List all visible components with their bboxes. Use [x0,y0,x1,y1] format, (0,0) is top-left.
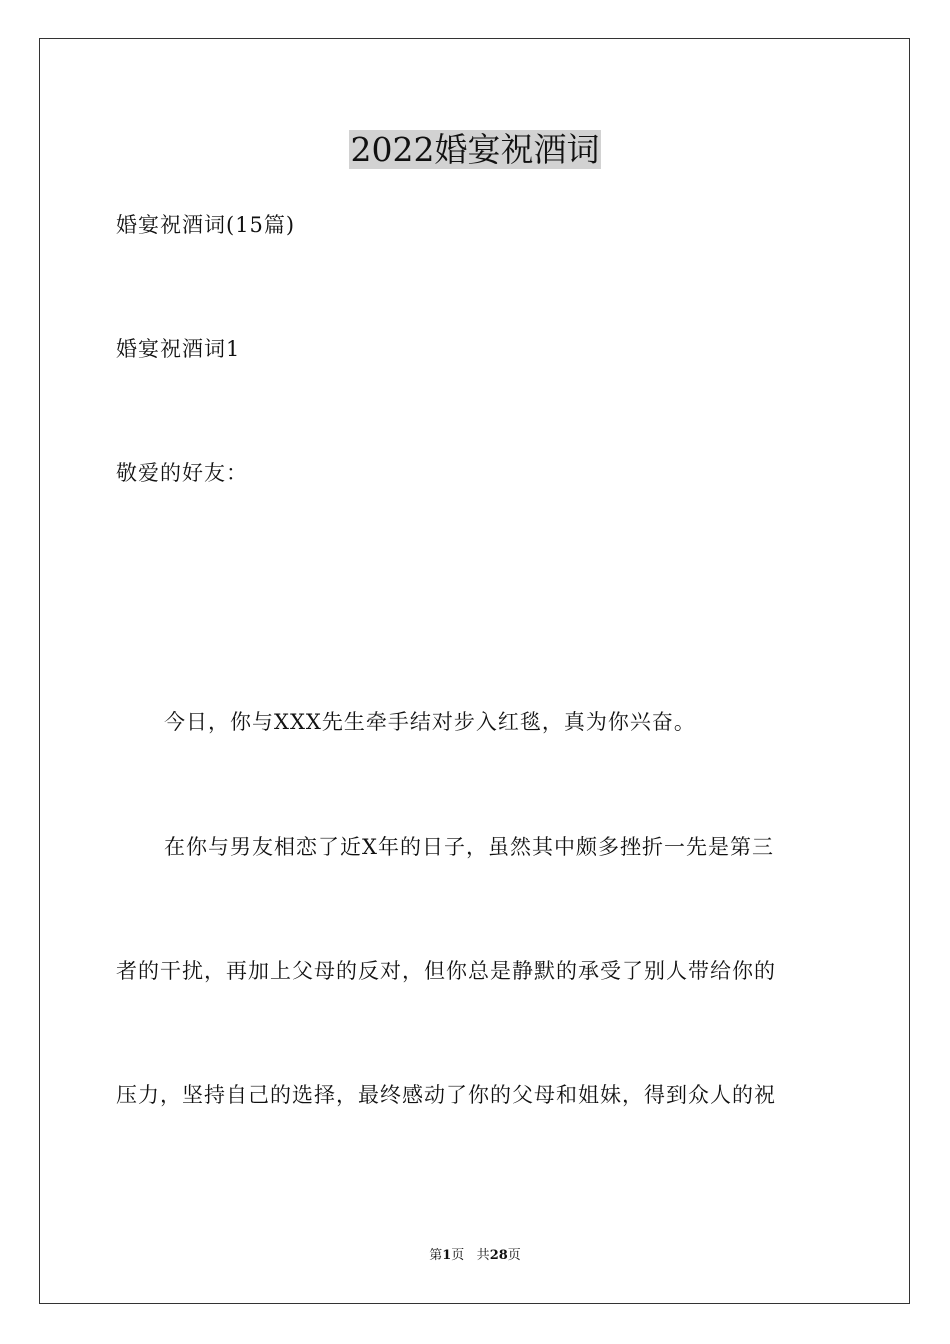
paragraph-line: 者的干扰，再加上父母的反对，但你总是静默的承受了别人带给你的 [116,959,776,983]
paragraph-line: 今日，你与XXX先生牵手结对步入红毯，真为你兴奋。 [164,710,696,734]
footer-page-suffix: 页 [451,1248,465,1263]
paragraph-line: 压力，坚持自己的选择，最终感动了你的父母和姐妹，得到众人的祝 [116,1083,776,1107]
section-heading: 婚宴祝酒词1 [116,337,241,361]
document-title [0,128,950,172]
document-subtitle: 婚宴祝酒词(15篇) [116,213,296,237]
footer-page-prefix: 第 [429,1248,443,1263]
page-footer [0,1247,950,1265]
footer-total-pages: 28 [489,1248,508,1263]
footer-total-prefix: 共 [476,1248,490,1263]
document-title-text: 2022婚宴祝酒词 [350,130,600,169]
footer-page-number: 1 [442,1248,452,1263]
paragraph-line: 在你与男友相恋了近X年的日子，虽然其中颇多挫折一先是第三 [164,835,774,859]
footer-total-suffix: 页 [507,1248,521,1263]
salutation: 敬爱的好友： [116,461,248,485]
